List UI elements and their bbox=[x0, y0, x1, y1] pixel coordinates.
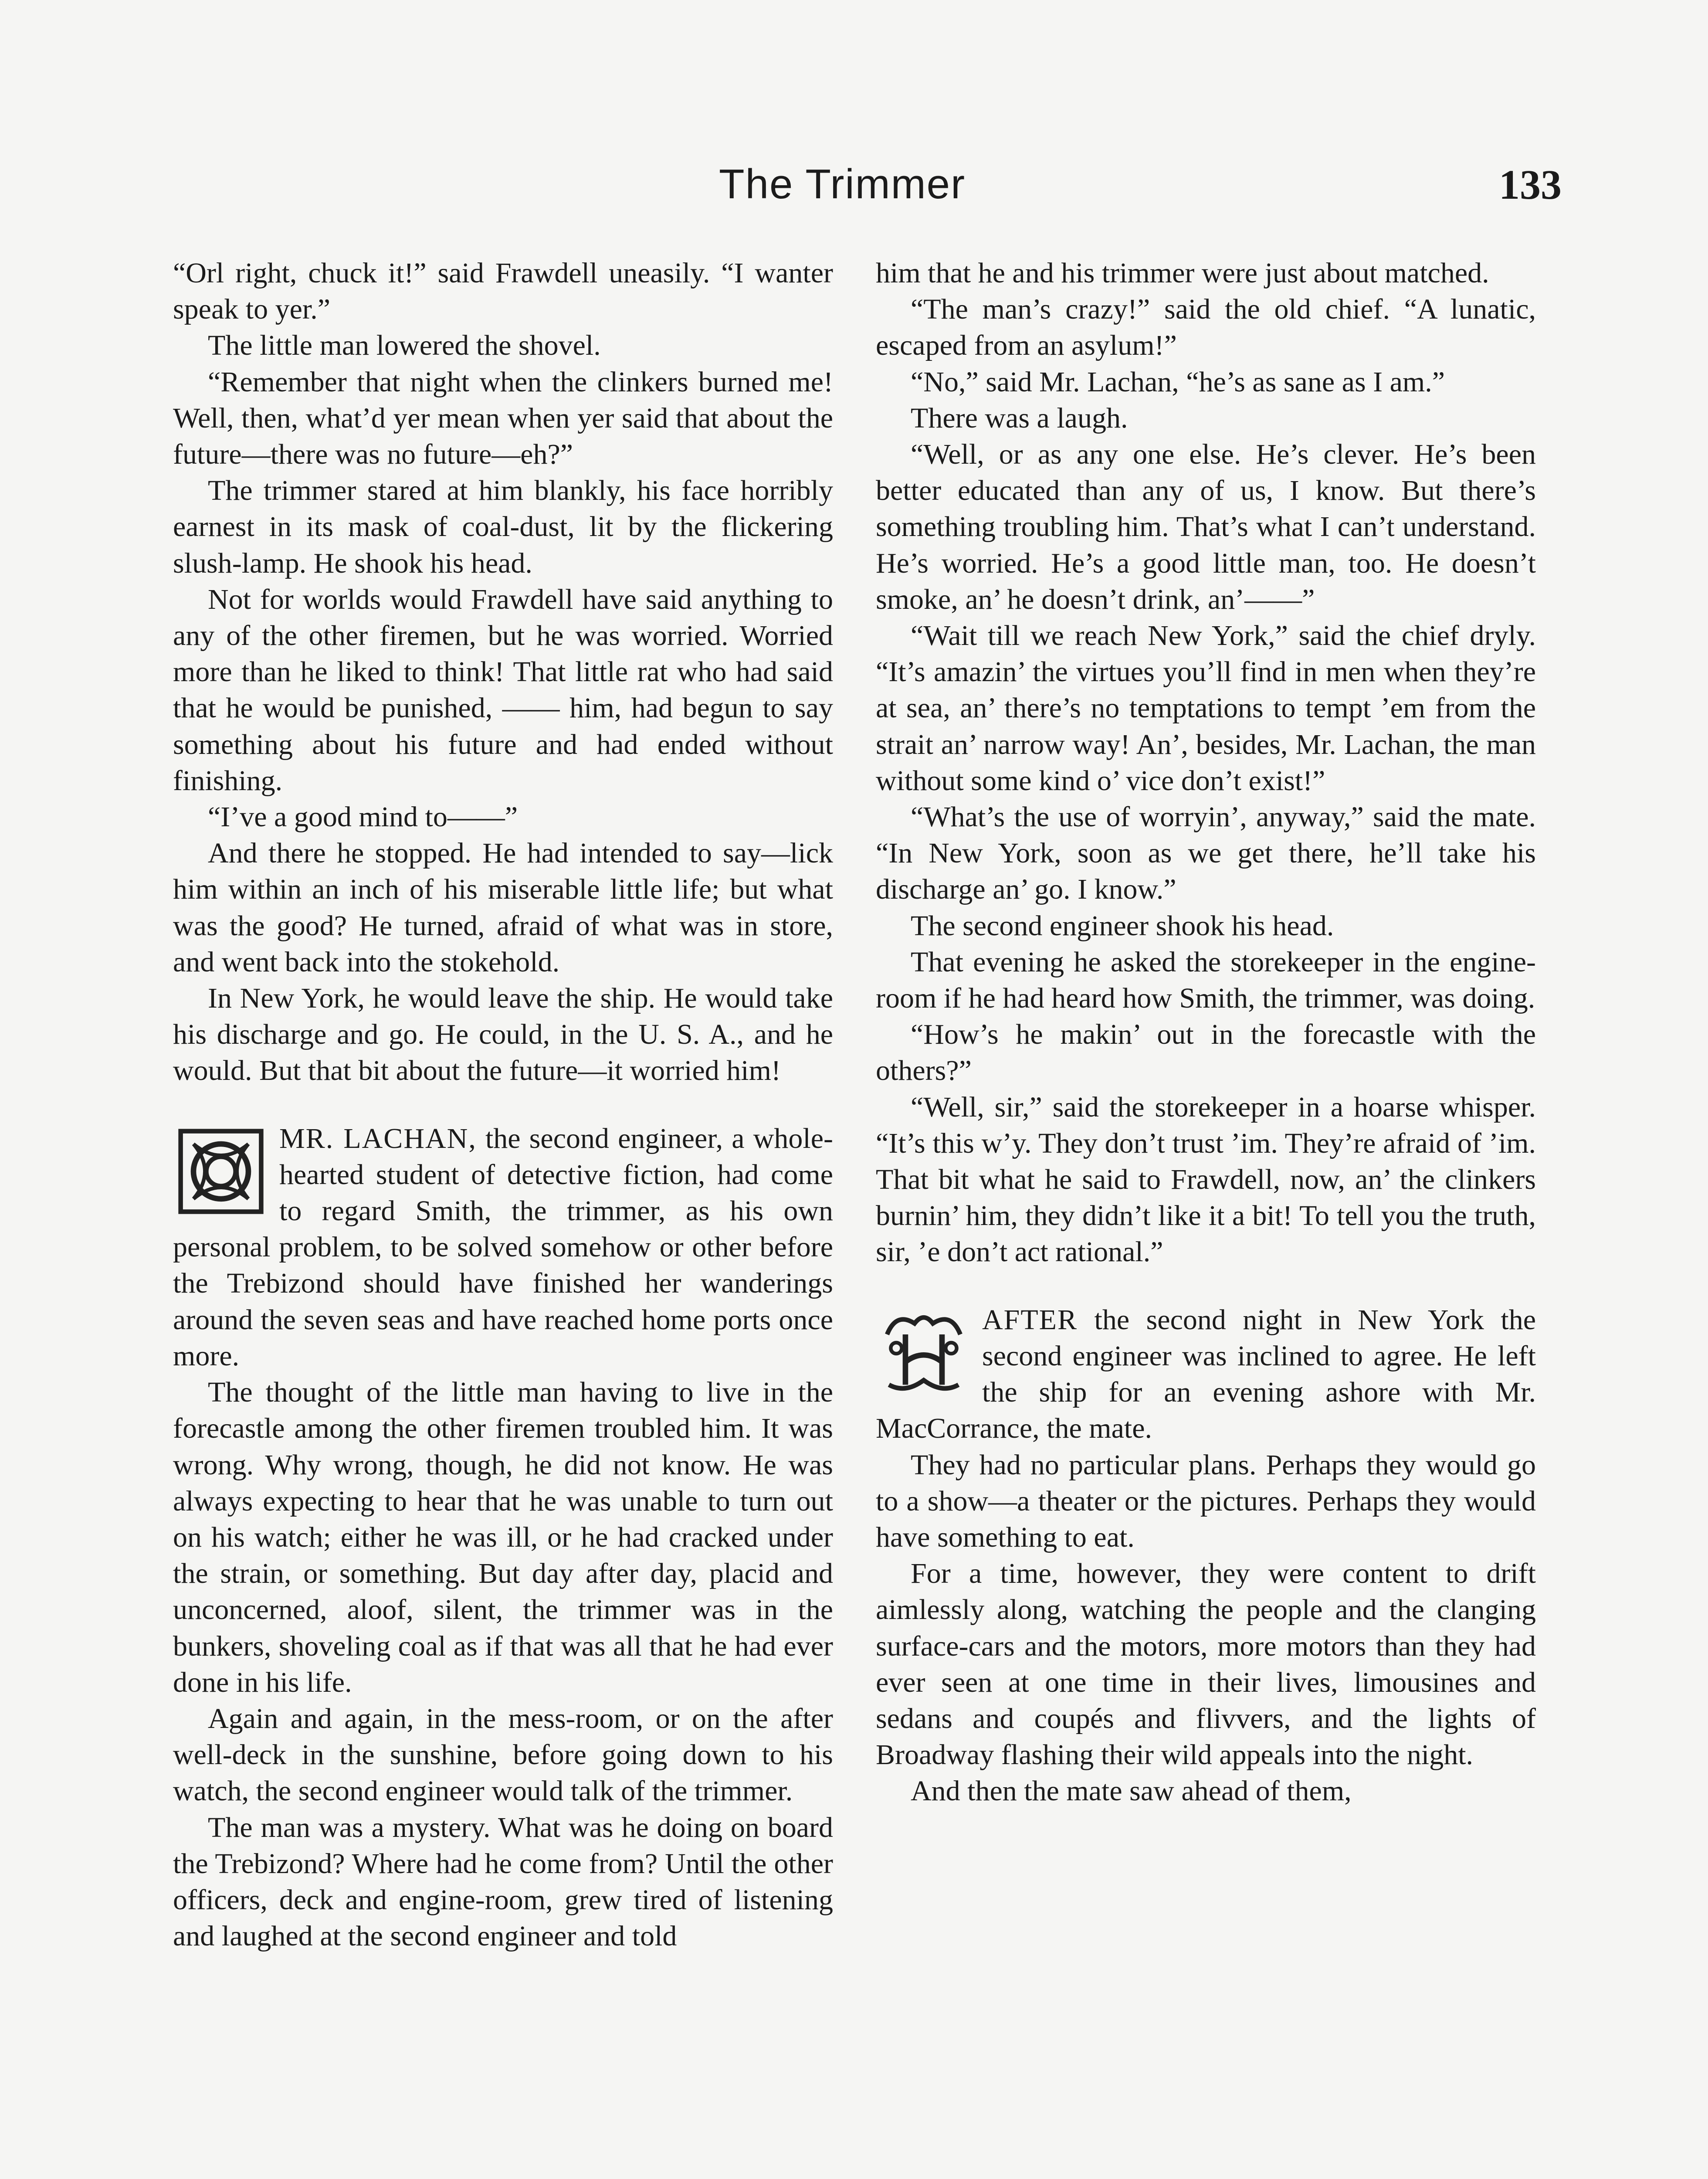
paragraph: “No,” said Mr. Lachan, “he’s as sane as I am.” bbox=[911, 366, 1445, 398]
paragraph: MR. LACHAN, the second engineer, a whole-hearted student of detective fiction, had come to regard Smith, the trimmer, as his own personal problem, to be solved somehow or other before the Trebizond should have finished her wanderings around the seven seas and have reached home ports once more. bbox=[173, 1122, 834, 1372]
paragraph: For a time, however, they were content to drift aimlessly along, watching the people and the clanging surface-cars and the motors, more motors than they had ever seen at one time in their lives, limousines and sedans and coupés and flivvers, and the lights of Broadway flashing their wild appeals into the night. bbox=[876, 1558, 1536, 1771]
paragraph: And there he stopped. He had intended to say—lick him within an inch of his miserable little life; but what was the good? He turned, afraid of what was in store, and went back into the stokehold. bbox=[173, 837, 833, 978]
paragraph: Not for worlds would Frawdell have said anything to any of the other firemen, but he was worried. Worried more than he liked to think! That little rat who had said that he would be punished, —— him, had begun to say something about his future and had ended without finishing. bbox=[173, 583, 833, 797]
paragraph: The little man lowered the shovel. bbox=[208, 329, 601, 362]
celtic-knot-ornament-icon bbox=[173, 1126, 269, 1217]
paragraph: him that he and his trimmer were just about matched. bbox=[876, 257, 1489, 289]
ornamental-initial-icon bbox=[876, 1307, 972, 1398]
paragraph: “Orl right, chuck it!” said Frawdell uneasily. “I wanter speak to yer.” bbox=[173, 257, 833, 326]
paragraph: “What’s the use of worryin’, anyway,” said the mate. “In New York, soon as we get there, he’ll take his discharge an’ go. I know.” bbox=[876, 801, 1536, 906]
paragraph: “Well, or as any one else. He’s clever. He’s been better educated than any of us, I know. But there’s something troubling him. That’s what I can’t understand. He’s worried. He’s a good little man, too. He doesn’t smoke, an’ he doesn’t drink, an’——” bbox=[876, 438, 1536, 615]
left-column bbox=[173, 255, 833, 1954]
paragraph: There was a laugh. bbox=[911, 402, 1128, 434]
paragraph: “How’s he makin’ out in the forecastle with the others?” bbox=[876, 1018, 1536, 1087]
paragraph: The thought of the little man having to live in the forecastle among the other firemen troubled him. It was wrong. Why wrong, though, he did not know. He was always expecting to hear that he was unable to turn out on his watch; either he was ill, or he had cracked under the strain, or something. But day after day, placid and unconcerned, aloof, silent, the trimmer was in the bunkers, shoveling coal as if that was all that he had ever done in his life. bbox=[173, 1376, 833, 1698]
paragraph: “Well, sir,” said the storekeeper in a hoarse whisper. “It’s this w’y. They don’t trust ’im. They’re afraid of ’im. That bit what he said to Frawdell, now, an’ the clinkers burnin’ him, they didn’t like it a bit! To tell you the truth, sir, ’e don’t act rational.” bbox=[876, 1091, 1536, 1268]
section-lachan bbox=[173, 1120, 833, 1374]
paragraph: They had no particular plans. Perhaps they would go to a show—a theater or the pictures. Perhaps they would have something to eat. bbox=[876, 1449, 1536, 1553]
paragraph: In New York, he would leave the ship. He would take his discharge and go. He could, in the U. S. A., and he would. But that bit about the future—it worried him! bbox=[173, 982, 833, 1087]
running-header bbox=[0, 160, 1708, 221]
section-lead-word: AFTER bbox=[982, 1303, 1078, 1336]
paragraph: And then the mate saw ahead of them, bbox=[911, 1775, 1352, 1807]
running-title: The Trimmer bbox=[719, 161, 966, 207]
paragraph: “Remember that night when the clinkers burned me! Well, then, what’d yer mean when yer said that about the future—there was no future—eh?” bbox=[173, 366, 833, 471]
section-lead-word: MR. LACHAN, bbox=[279, 1122, 477, 1154]
paragraph: “The man’s crazy!” said the old chief. “A lunatic, escaped from an asylum!” bbox=[876, 293, 1536, 362]
paragraph: That evening he asked the storekeeper in the engine-room if he had heard how Smith, the trimmer, was doing. bbox=[876, 946, 1536, 1015]
paragraph: The trimmer stared at him blankly, his face horribly earnest in its mask of coal-dust, lit by the flickering slush-lamp. He shook his head. bbox=[173, 475, 833, 579]
paragraph: Again and again, in the mess-room, or on the after well-deck in the sunshine, before going down to his watch, the second engineer would talk of the trimmer. bbox=[173, 1702, 833, 1807]
paragraph: The second engineer shook his head. bbox=[911, 910, 1334, 942]
page-number: 133 bbox=[1499, 161, 1562, 208]
section-after bbox=[876, 1302, 1536, 1447]
paragraph: AFTER the second night in New York the second engineer was inclined to agree. He left the ship for an evening ashore with Mr. MacCorrance, the mate. bbox=[876, 1303, 1536, 1445]
paragraph: “I’ve a good mind to——” bbox=[208, 801, 518, 833]
paragraph: The man was a mystery. What was he doing on board the Trebizond? Where had he come from? Until the other officers, deck and engine-room, grew tired of listening and laughed at the second engineer and told bbox=[173, 1811, 833, 1952]
paragraph: “Wait till we reach New York,” said the chief dryly. “It’s amazin’ the virtues you’ll find in men when they’re at sea, an’ there’s no temptations to tempt ’em from the strait an’ narrow way! An’, besides, Mr. Lachan, the man without some kind o’ vice don’t exist!” bbox=[876, 620, 1536, 797]
right-column bbox=[876, 255, 1536, 1809]
